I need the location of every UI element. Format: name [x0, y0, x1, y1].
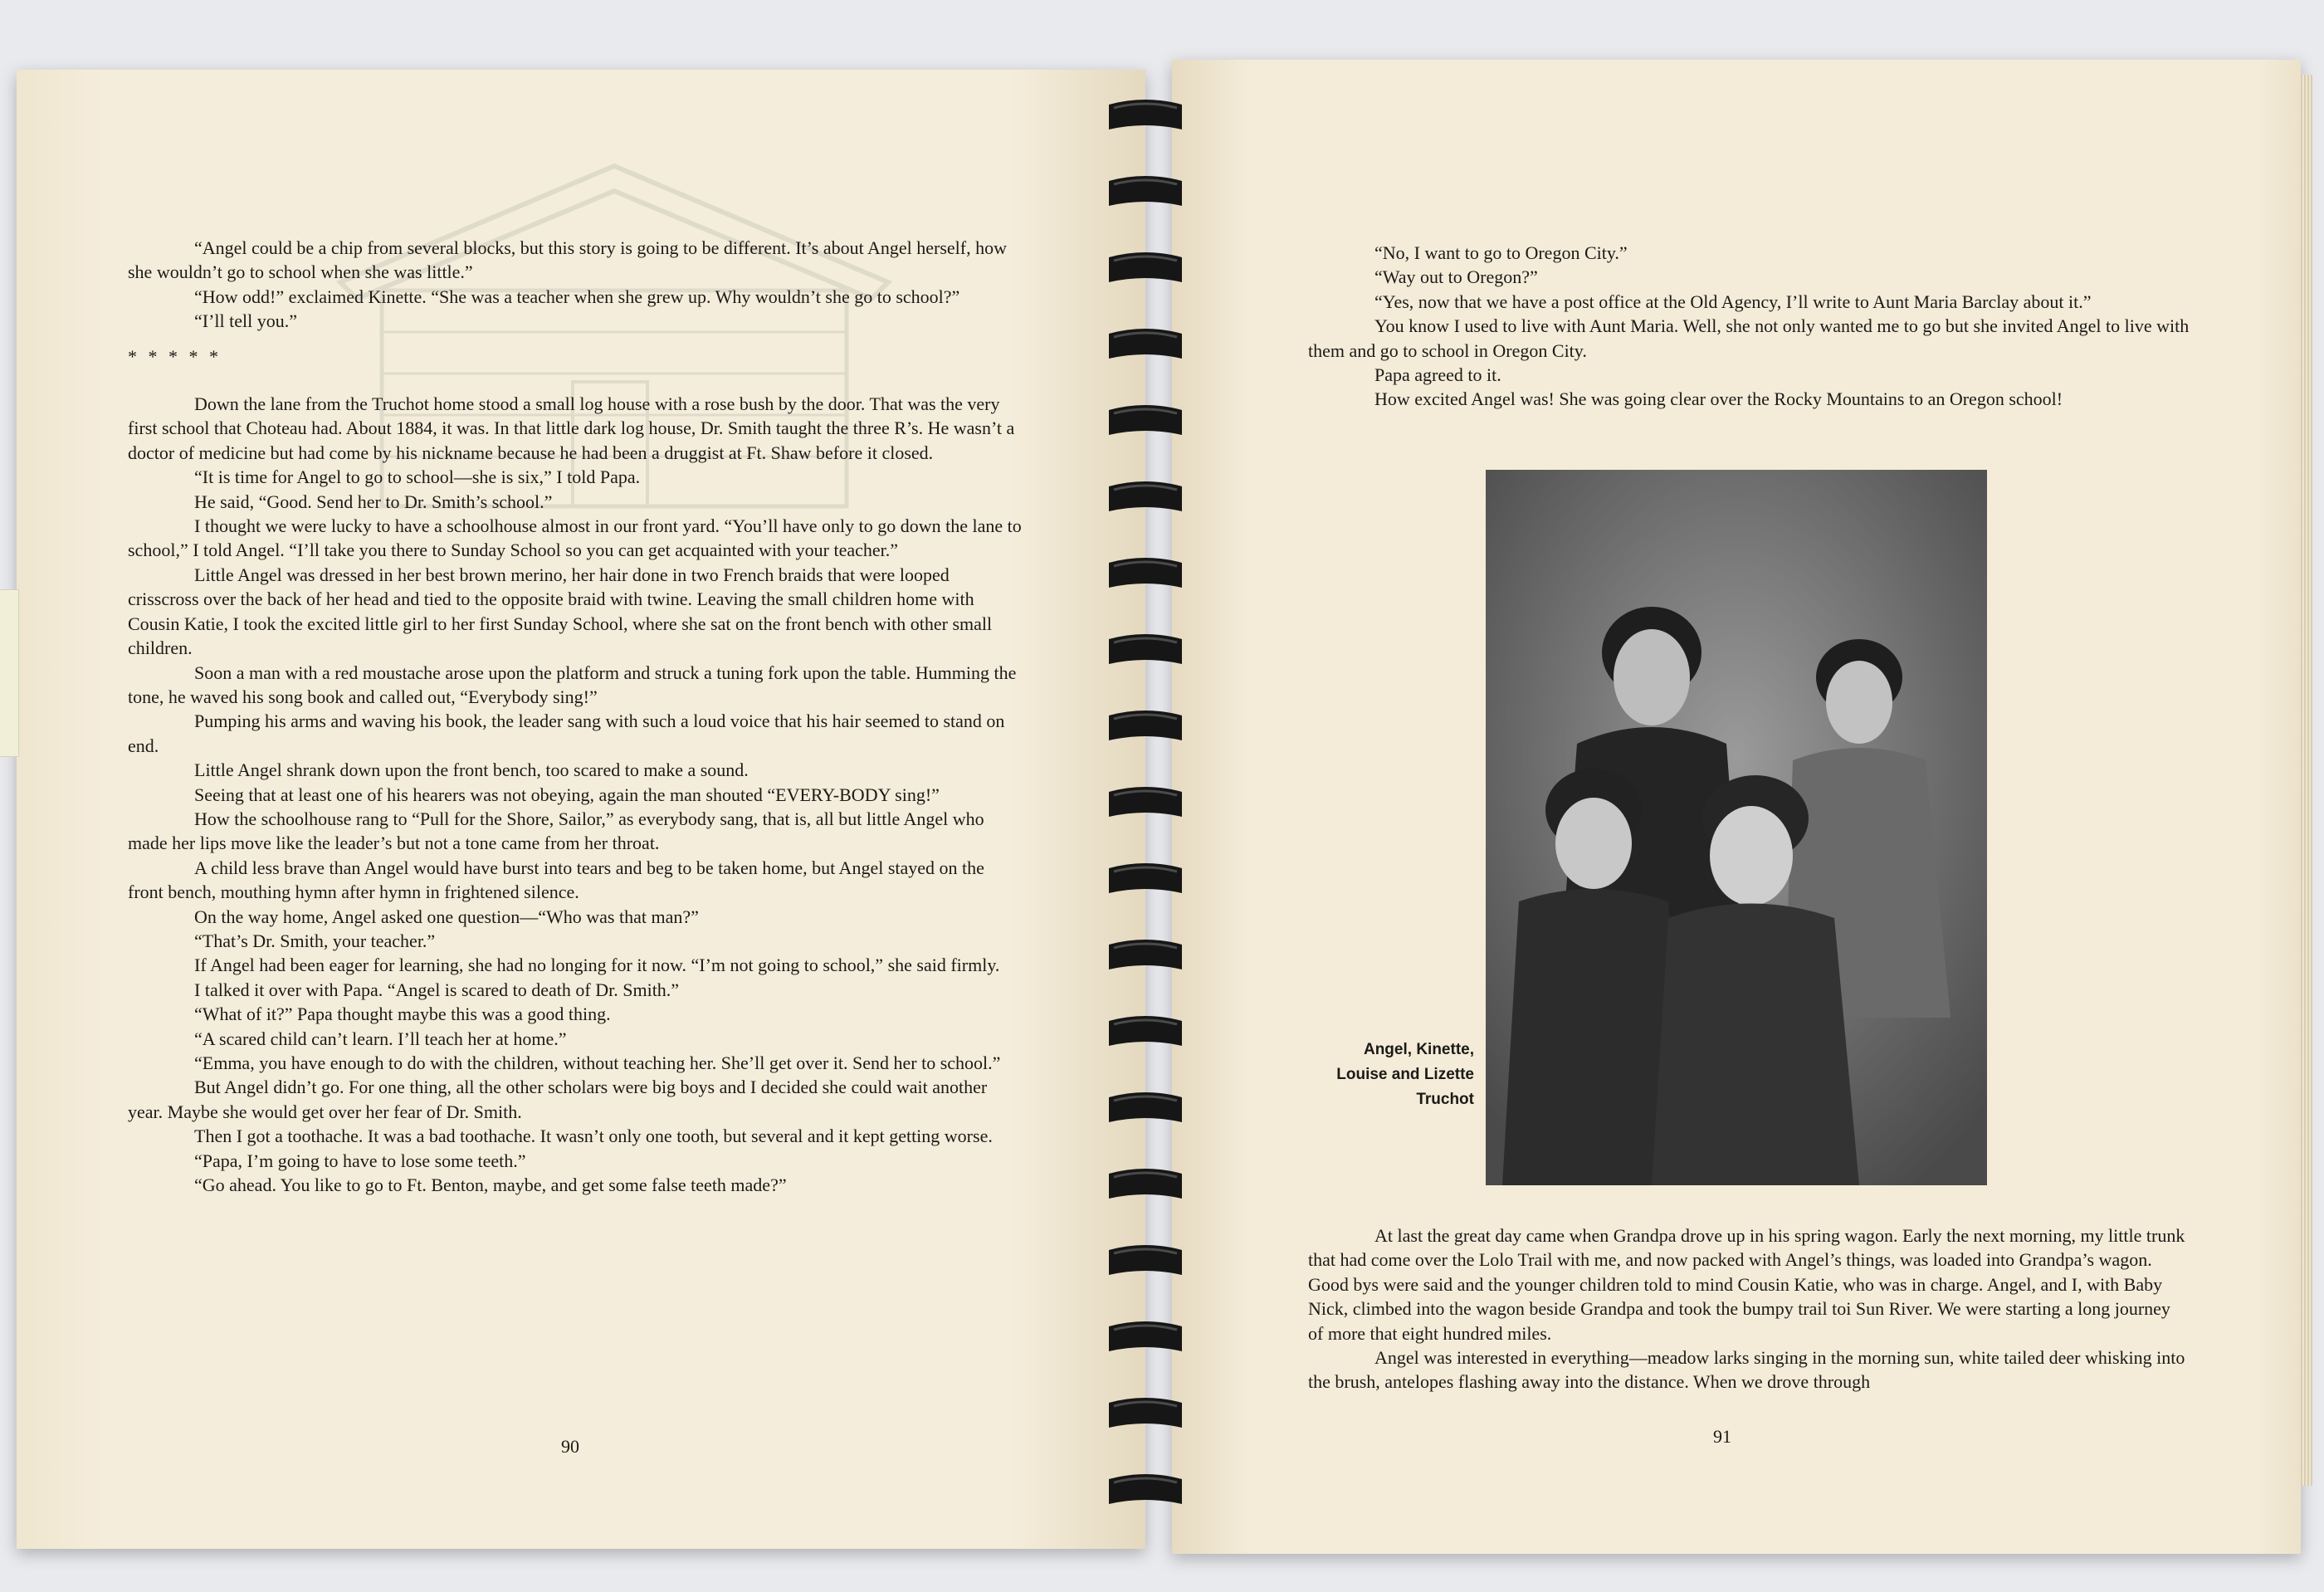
page-stack-edge: [2301, 75, 2312, 1486]
binding-coil: [1106, 1009, 1185, 1054]
family-portrait-photo: [1486, 470, 1987, 1185]
paragraph: Little Angel shrank down upon the front bench, too scared to make a sound.: [194, 759, 749, 781]
binding-coil: [1106, 322, 1185, 367]
page-number-left: 90: [561, 1436, 579, 1457]
paragraph: A child less brave than Angel would have burst into tears and beg to be taken home, but Angel stayed on the front bench, mouthing hymn after hymn in frightened silence.: [128, 857, 984, 903]
paragraph: You know I used to live with Aunt Maria. Well, she not only wanted me to go but she invited Angel to live with them and go to school in Oregon City.: [1308, 315, 2190, 361]
paragraph: Then I got a toothache. It was a bad toothache. It wasn’t only one tooth, but several and it kept getting worse.: [194, 1126, 993, 1147]
paragraph: “What of it?” Papa thought maybe this was a good thing.: [194, 1004, 611, 1025]
binding-coil: [1106, 704, 1185, 749]
binding-coil: [1106, 1391, 1185, 1436]
binding-coil: [1106, 628, 1185, 672]
paragraph: “No, I want to go to Oregon City.”: [1374, 242, 1628, 263]
paragraph: Seeing that at least one of his hearers was not obeying, again the man shouted “EVERY-BODY sing!”: [194, 784, 940, 805]
paragraph: At last the great day came when Grandpa drove up in his spring wagon. Early the next morning, my little trunk that had come over the Lolo Trail with me, and now packed with Angel’s things, was loaded into Grandpa’s wagon. Good bys were said and the younger children told to mind Cousin Katie, who was in charge. Angel, and I, with Baby Nick, climbed into the wagon beside Grandpa and took the bumpy trail toi Sun River. We were starting a long journey of more that eight hundred miles.: [1308, 1225, 2185, 1344]
paragraph: “It is time for Angel to go to school—she is six,” I told Papa.: [194, 466, 641, 488]
binding-coil: [1106, 93, 1185, 138]
paragraph: Pumping his arms and waving his book, the leader sang with such a loud voice that his hair seemed to stand on end.: [128, 711, 1005, 756]
caption-line: Louise and Lizette: [1336, 1066, 1474, 1083]
paragraph: I talked it over with Papa. “Angel is scared to death of Dr. Smith.”: [194, 979, 680, 1000]
right-page-bottom-text: [1308, 1223, 2190, 1394]
binding-coil: [1106, 1467, 1185, 1512]
paragraph: “I’ll tell you.”: [194, 310, 298, 332]
caption-line: Truchot: [1416, 1091, 1474, 1108]
paragraph: I thought we were lucky to have a schoolhouse almost in our front yard. “You’ll have only to go down the lane to school,” I told Angel. “I’ll take you there to Sunday School so you can get acquainted with your teacher.”: [128, 515, 1022, 561]
paragraph: But Angel didn’t go. For one thing, all the other scholars were big boys and I decided she could wait another year. Maybe she would get over her fear of Dr. Smith.: [128, 1077, 988, 1122]
paragraph: Soon a man with a red moustache arose upon the platform and struck a tuning fork upon the table. Humming the tone, he waved his song book and called out, “Everybody sing!”: [128, 662, 1017, 707]
binding-coil: [1106, 398, 1185, 443]
paragraph: He said, “Good. Send her to Dr. Smith’s school.”: [194, 491, 553, 512]
photo-caption: [1278, 1038, 1474, 1112]
binding-coil: [1106, 780, 1185, 825]
binding-coil: [1106, 1086, 1185, 1131]
paragraph: If Angel had been eager for learning, she had no longing for it now. “I’m not going to school,” she said firmly.: [194, 955, 1000, 976]
paragraph: Papa agreed to it.: [1374, 364, 1501, 386]
paragraph: “A scared child can’t learn. I’ll teach her at home.”: [194, 1028, 567, 1049]
paragraph: “Way out to Oregon?”: [1374, 266, 1538, 288]
binding-coil: [1106, 246, 1185, 291]
binding-coil: [1106, 1238, 1185, 1283]
paragraph: “That’s Dr. Smith, your teacher.”: [194, 930, 436, 951]
paragraph: “Emma, you have enough to do with the children, without teaching her. She’ll get over it. Send her to school.”: [194, 1052, 1001, 1073]
paragraph: “Angel could be a chip from several blocks, but this story is going to be different. It’s about Angel herself, how she wouldn’t go to school when she was little.”: [128, 237, 1007, 283]
paragraph: “Yes, now that we have a post office at the Old Agency, I’ll write to Aunt Maria Barclay about it.”: [1374, 291, 2092, 312]
right-page-top-text: [1308, 241, 2191, 412]
binding-coil: [1106, 1315, 1185, 1360]
paragraph: “Go ahead. You like to go to Ft. Benton, maybe, and get some false teeth made?”: [194, 1174, 787, 1196]
binding-coil: [1106, 933, 1185, 978]
page-number-right: 91: [1713, 1426, 1731, 1447]
binding-coil: [1106, 475, 1185, 520]
binding-coil: [1106, 1162, 1185, 1207]
left-page-text: [128, 236, 1024, 1197]
page-tab-marker: [0, 589, 19, 757]
paragraph: Little Angel was dressed in her best brown merino, her hair done in two French braids that were looped crisscross over the back of her head and tied to the opposite braid with twine. Leaving the small children home with Cousin Katie, I took the excited little girl to her first Sunday School, where she sat on the front bench with other small children.: [128, 564, 993, 659]
binding-coil: [1106, 169, 1185, 214]
binding-coil: [1106, 857, 1185, 901]
spiral-binding: [1106, 93, 1185, 1537]
paragraph: Angel was interested in everything—meadow larks singing in the morning sun, white tailed deer whisking into the brush, antelopes flashing away into the distance. When we drove through: [1308, 1347, 2185, 1393]
section-separator: * * * * *: [128, 345, 222, 367]
paragraph: “Papa, I’m going to have to lose some teeth.”: [194, 1150, 526, 1171]
paragraph: Down the lane from the Truchot home stood a small log house with a rose bush by the door. That was the very first school that Choteau had. About 1884, it was. In that little dark log house, Dr. Smith taught the three R’s. He wasn’t a doctor of medicine but had come by his nickname because he had been a druggist at Ft. Shaw before it closed.: [128, 393, 1015, 463]
paragraph: How excited Angel was! She was going clear over the Rocky Mountains to an Oregon school!: [1374, 388, 2063, 410]
paragraph: How the schoolhouse rang to “Pull for the Shore, Sailor,” as everybody sang, that is, all but little Angel who made her lips move like the leader’s but not a tone came from her throat.: [128, 808, 984, 854]
binding-coil: [1106, 551, 1185, 596]
paragraph: On the way home, Angel asked one question—“Who was that man?”: [194, 906, 699, 927]
paragraph: “How odd!” exclaimed Kinette. “She was a teacher when she grew up. Why wouldn’t she go to school?”: [194, 286, 960, 307]
caption-line: Angel, Kinette,: [1363, 1041, 1474, 1058]
